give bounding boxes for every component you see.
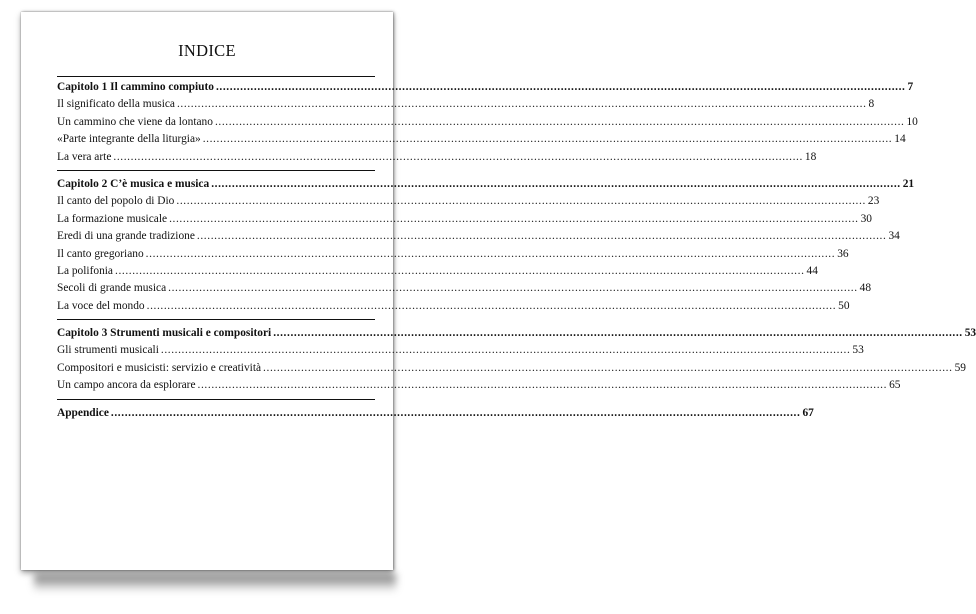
toc-entry	[57, 114, 918, 131]
entry-page: 30	[860, 212, 872, 225]
entry-page: 59	[954, 361, 966, 374]
entry-title: La polifonia	[57, 264, 113, 277]
toc-entry	[57, 377, 901, 394]
dot-leader: ........................................................................................................................................................................................................	[160, 344, 851, 357]
dot-leader: ........................................................................................................................................................................................................	[263, 361, 953, 374]
entry-title: Secoli di grande musica	[57, 282, 167, 295]
toc-entry	[57, 263, 818, 280]
toc-entry	[57, 246, 849, 263]
chapter-heading	[57, 176, 915, 193]
entry-page: 48	[859, 282, 872, 295]
dot-leader: ........................................................................................................................................................................................................	[146, 299, 837, 312]
toc-entry	[57, 131, 906, 148]
toc-entry	[57, 280, 872, 297]
entry-page: 14	[894, 133, 906, 146]
chapter-heading	[57, 325, 976, 342]
chapter-title: Capitolo 1 Il cammino compiuto	[57, 81, 214, 93]
entry-page: 65	[889, 379, 901, 392]
entry-title: «Parte integrante della liturgia»	[57, 133, 201, 146]
entry-title: La vera arte	[57, 150, 112, 163]
toc-entry	[57, 360, 966, 377]
entry-page: 44	[806, 264, 818, 277]
chapter-heading	[57, 79, 914, 96]
toc-entry	[57, 228, 900, 245]
toc-entry	[57, 298, 850, 315]
toc-entry	[57, 96, 875, 113]
page-title: INDICE	[178, 41, 236, 60]
dot-leader: ........................................................................................................................................................................................................	[202, 133, 893, 146]
toc-entry	[57, 211, 872, 228]
table-of-contents	[57, 76, 976, 422]
dot-leader: ........................................................................................................................................................................................................	[176, 195, 866, 208]
entry-page: 10	[906, 115, 918, 128]
entry-page: 8	[868, 98, 875, 111]
entry-title: Eredi di una grande tradizione	[57, 230, 195, 243]
dot-leader: ........................................................................................................................................................................................................	[211, 177, 901, 190]
section-divider	[57, 170, 375, 171]
section-divider	[57, 76, 375, 77]
dot-leader: ........................................................................................................................................................................................................	[176, 98, 867, 111]
chapter-title: Capitolo 2 C’è musica e musica	[57, 177, 210, 190]
chapter-title: Appendice	[57, 406, 109, 419]
toc-section	[57, 79, 918, 166]
dot-leader: ........................................................................................................................................................................................................	[168, 282, 858, 295]
entry-page: 34	[888, 230, 900, 243]
entry-page: 50	[838, 299, 850, 312]
entry-title: Gli strumenti musicali	[57, 344, 159, 357]
toc-entry	[57, 149, 817, 166]
entry-title: Il significato della musica	[57, 98, 175, 111]
dot-leader: ........................................................................................................................................................................................................	[113, 150, 803, 163]
entry-title: Il canto del popolo di Dio	[57, 195, 175, 208]
toc-section	[57, 325, 976, 395]
entry-title: La voce del mondo	[57, 299, 145, 312]
dot-leader: ........................................................................................................................................................................................................	[110, 406, 801, 419]
section-divider	[57, 319, 375, 320]
toc-entry	[57, 193, 880, 210]
entry-title: La formazione musicale	[57, 212, 168, 225]
entry-title: Un campo ancora da esplorare	[57, 379, 196, 392]
chapter-heading	[57, 405, 814, 422]
entry-page: 53	[852, 344, 864, 357]
entry-title: Il canto gregoriano	[57, 247, 144, 260]
entry-page: 36	[837, 247, 849, 260]
chapter-page: 21	[902, 177, 915, 190]
book-page	[21, 12, 976, 570]
dot-leader: ........................................................................................................................................................................................................	[197, 379, 888, 392]
toc-section	[57, 405, 814, 422]
section-divider	[57, 399, 375, 400]
dot-leader: ........................................................................................................................................................................................................	[215, 81, 906, 93]
entry-title: Un cammino che viene da lontano	[57, 115, 213, 128]
entry-title: Compositori e musicisti: servizio e creatività	[57, 361, 262, 374]
dot-leader: ........................................................................................................................................................................................................	[214, 115, 905, 128]
dot-leader: ........................................................................................................................................................................................................	[169, 212, 859, 225]
chapter-page: 67	[802, 406, 814, 419]
chapter-page: 53	[964, 327, 976, 340]
entry-page: 18	[804, 150, 817, 163]
dot-leader: ........................................................................................................................................................................................................	[273, 327, 963, 340]
chapter-page: 7	[907, 81, 914, 93]
dot-leader: ........................................................................................................................................................................................................	[115, 264, 805, 277]
dot-leader: ........................................................................................................................................................................................................	[145, 247, 836, 260]
dot-leader: ........................................................................................................................................................................................................	[196, 230, 887, 243]
page-shadow	[34, 574, 396, 592]
entry-page: 23	[867, 195, 880, 208]
chapter-title: Capitolo 3 Strumenti musicali e compositori	[57, 327, 272, 340]
toc-section	[57, 176, 915, 315]
toc-entry	[57, 342, 864, 359]
